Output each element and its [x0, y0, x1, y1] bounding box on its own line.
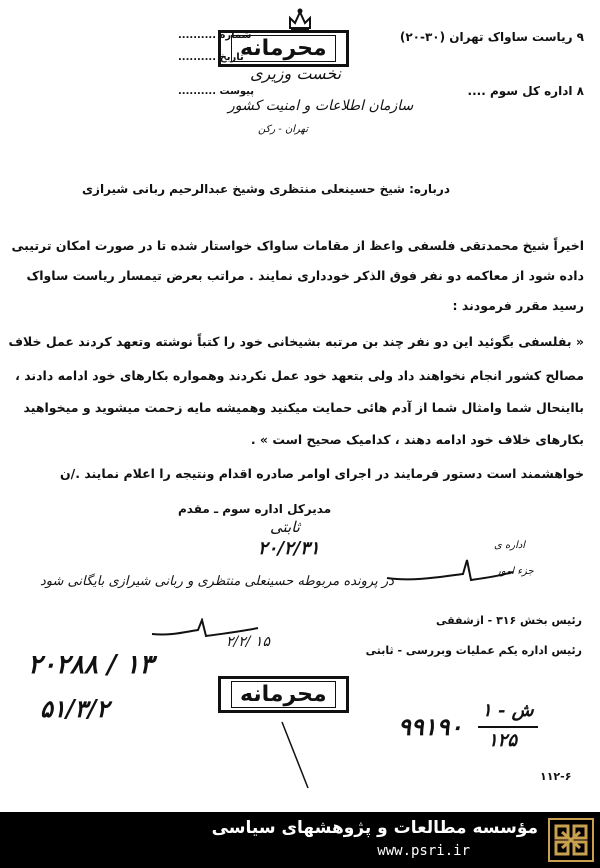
top-stamp-text: محرمانه [231, 35, 336, 62]
signature-handwritten: ثابتی [270, 518, 300, 536]
org-handwritten-2: سازمان اطلاعات و امنیت کشور [228, 98, 414, 114]
footer-banner [0, 812, 600, 868]
attachment-label: پیوست .......... [178, 86, 255, 97]
recipient-line-1: ۹ ریاست ساواک تهران (۳۰-۲۰) [399, 30, 584, 44]
reference-date: ۵۱/۳/۲ [40, 694, 110, 723]
subject-label: درباره: [409, 182, 450, 196]
file-fraction-bottom: ۱۲۵ [488, 730, 518, 751]
reference-number: ۲۰۲۸۸ / ۱۳ [28, 650, 154, 680]
institute-url[interactable]: www.psri.ir [377, 843, 470, 859]
file-fraction-line [478, 726, 538, 728]
file-fraction-top: ش - ۱ [482, 700, 534, 721]
body-line-2: داده شود از معاکمه دو نفر فوق الذکر خودداری نمایند . مراتب بعرض تیمسار ریاست ساواک [26, 268, 584, 283]
recipient-line-2: ۸ اداره کل سوم .... [467, 84, 584, 98]
item-marker-2: ۸ [572, 84, 584, 98]
file-number: ۹۹۱۹۰ [398, 712, 463, 741]
right-sign-small: اداره ی [494, 540, 526, 551]
signature-handwritten-date: ۲۰/۲/۳۱ [258, 538, 320, 559]
date-label: تاریخ .......... [178, 52, 244, 63]
bottom-stamp-text: محرمانه [231, 681, 336, 708]
pen-stroke-mark [280, 720, 310, 790]
psri-knot-logo [548, 818, 594, 862]
right-sign-name: جزء امور [496, 566, 534, 577]
subject-text: شیخ حسینعلی منتظری وشیخ عبدالرحیم ربانی شیرازی [82, 182, 405, 196]
page-code: ۱۱۲-۶ [540, 770, 572, 783]
item-marker-1: ۹ [572, 30, 584, 44]
org-handwritten-1: نخست وزیری [250, 64, 342, 83]
distribution-line-1: رئیس بخش ۳۱۶ - ازشفقی [435, 614, 582, 627]
body-line-6: بااینحال شما وامثال شما از آدم هائی حمایت میکنید وهمیشه مایه زحمت میشوید و میخواهید [23, 400, 584, 415]
body-line-3: رسید مقرر فرمودند : [452, 298, 584, 313]
subject-line [82, 182, 450, 196]
body-line-1: اخیراً شیخ محمدتقی فلسفی واعظ از مقامات ساواک خواستار شده تا در صورت امکان ترتیبی [11, 238, 584, 253]
filing-note: در پرونده مربوطه حسینعلی منتظری و ربانی شیرازی بایگانی شود [40, 574, 394, 589]
body-line-7: بکارهای خلاف خود ادامه دهند ، کدامیک صحیح است » . [250, 432, 584, 447]
body-line-5: مصالح کشور انجام نخواهند داد ولی بتعهد خود عمل نکردند وهمواره بکارهای خود ادامه دادند ، [15, 368, 584, 383]
number-label: شماره .......... [178, 30, 252, 41]
institute-name: مؤسسه مطالعات و پژوهشهای سیاسی [211, 818, 538, 838]
body-line-8: خواهشمند است دستور فرمایند در اجرای اوامر صادره اقدام ونتیجه را اعلام نمایند ./ن [59, 466, 584, 481]
distribution-line-2: رئیس اداره یکم عملیات وبررسی - ثابتی [365, 644, 582, 657]
middle-handwritten-date: ۲/۲/ ۱۵ [226, 634, 270, 650]
signature-title: مدیرکل اداره سوم ـ مقدم [178, 502, 332, 516]
body-line-4: « بفلسفی بگوئید این دو نفر چند بن مرتبه بشیخانی خود را کتباً نوشته وتعهد کردند عمل خلاف [8, 334, 584, 349]
bottom-confidential-stamp [218, 676, 349, 713]
org-handwritten-3: تهران - رکن [258, 124, 308, 135]
